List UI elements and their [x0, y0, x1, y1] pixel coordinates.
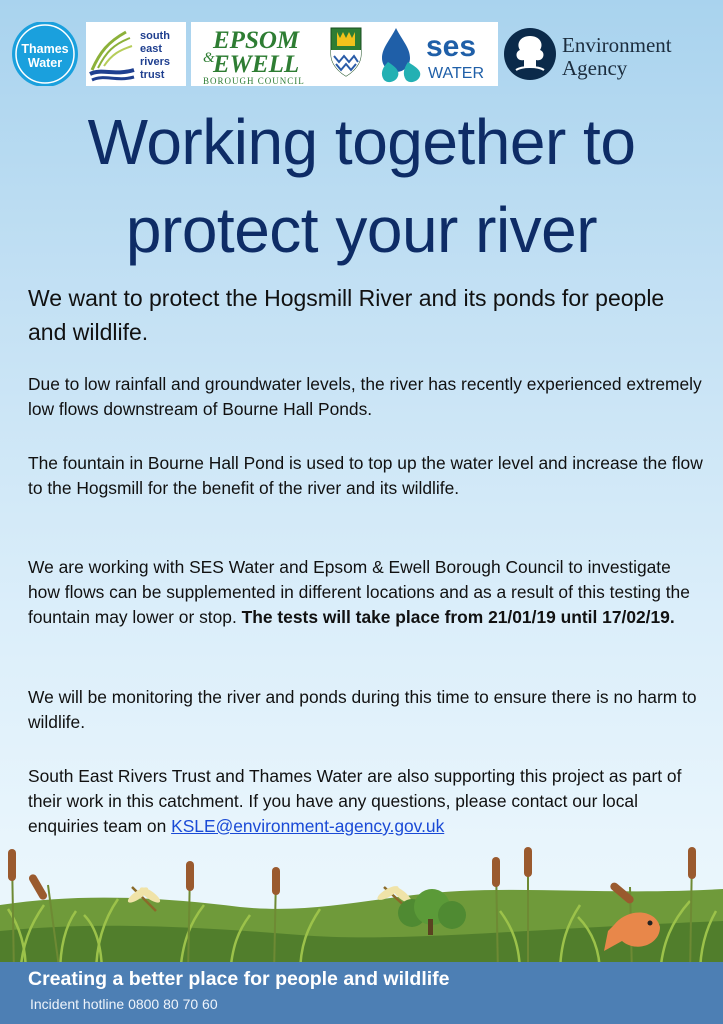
ea-word-2: Agency — [562, 56, 628, 80]
riverbank-illustration — [0, 835, 723, 975]
borough-council-word: BOROUGH COUNCIL — [203, 76, 305, 86]
small-drop-icon-2 — [404, 62, 420, 82]
sert-word-3: rivers — [140, 56, 170, 68]
ses-water-word: WATER — [428, 65, 484, 82]
poster-title — [0, 98, 723, 274]
environment-agency-logo — [502, 22, 708, 86]
ses-water-logo — [374, 22, 498, 86]
ea-word-1: Environment — [562, 33, 672, 57]
lead-statement: We want to protect the Hogsmill River and its ponds for people and wildlife. — [28, 285, 665, 345]
paragraph-fountain: The fountain in Bourne Hall Pond is used to top up the water level and increase the flow to the Hogsmill for the benefit of the river and its wildlife. — [28, 453, 703, 498]
testing-text: We are working with SES Water and Epsom & Ewell Borough Council to investigate how flows can be supplemented in different locations and as a result of this testing the fountain may lower or stop. — [28, 557, 690, 627]
south-east-rivers-trust-logo — [86, 22, 186, 86]
title-line-2: protect your river — [125, 194, 598, 266]
sert-word-1: south — [140, 30, 170, 42]
council-crest-icon — [331, 28, 361, 76]
paragraph-monitoring: We will be monitoring the river and ponds during this time to ensure there is no harm to wildlife. — [28, 687, 697, 732]
sert-word-4: trust — [140, 69, 165, 81]
paragraph-low-flows: Due to low rainfall and groundwater levels, the river has recently experienced extremely low flows downstream of Bourne Hall Ponds. — [28, 374, 702, 419]
epsom-ewell-borough-council-logo — [191, 22, 377, 86]
ampersand-glyph: & — [203, 50, 215, 66]
thames-logo-word-2: Water — [27, 56, 63, 70]
thames-logo-word-1: Thames — [21, 42, 69, 56]
incident-hotline: Incident hotline 0800 80 70 60 — [30, 996, 218, 1012]
contact-email-link[interactable]: KSLE@environment-agency.gov.uk — [171, 816, 445, 836]
paragraph-contact — [28, 764, 704, 839]
title-line-1: Working together to — [87, 106, 636, 178]
sert-word-2: east — [140, 43, 163, 55]
paragraph-testing — [28, 555, 704, 630]
thames-water-logo — [8, 22, 82, 86]
test-dates: The tests will take place from 21/01/19 until 17/02/19. — [241, 607, 675, 627]
partner-logos — [8, 22, 715, 88]
epsom-word: EPSOM — [213, 27, 300, 54]
contact-text: South East Rivers Trust and Thames Water are also supporting this project as part of their work in this catchment. If you have any questions, please contact our local enquiries team on — [28, 766, 682, 836]
footer-tagline: Creating a better place for people and wildlife — [28, 968, 450, 990]
ses-wordmark: ses — [426, 30, 477, 63]
ewell-word: EWELL — [213, 51, 300, 78]
